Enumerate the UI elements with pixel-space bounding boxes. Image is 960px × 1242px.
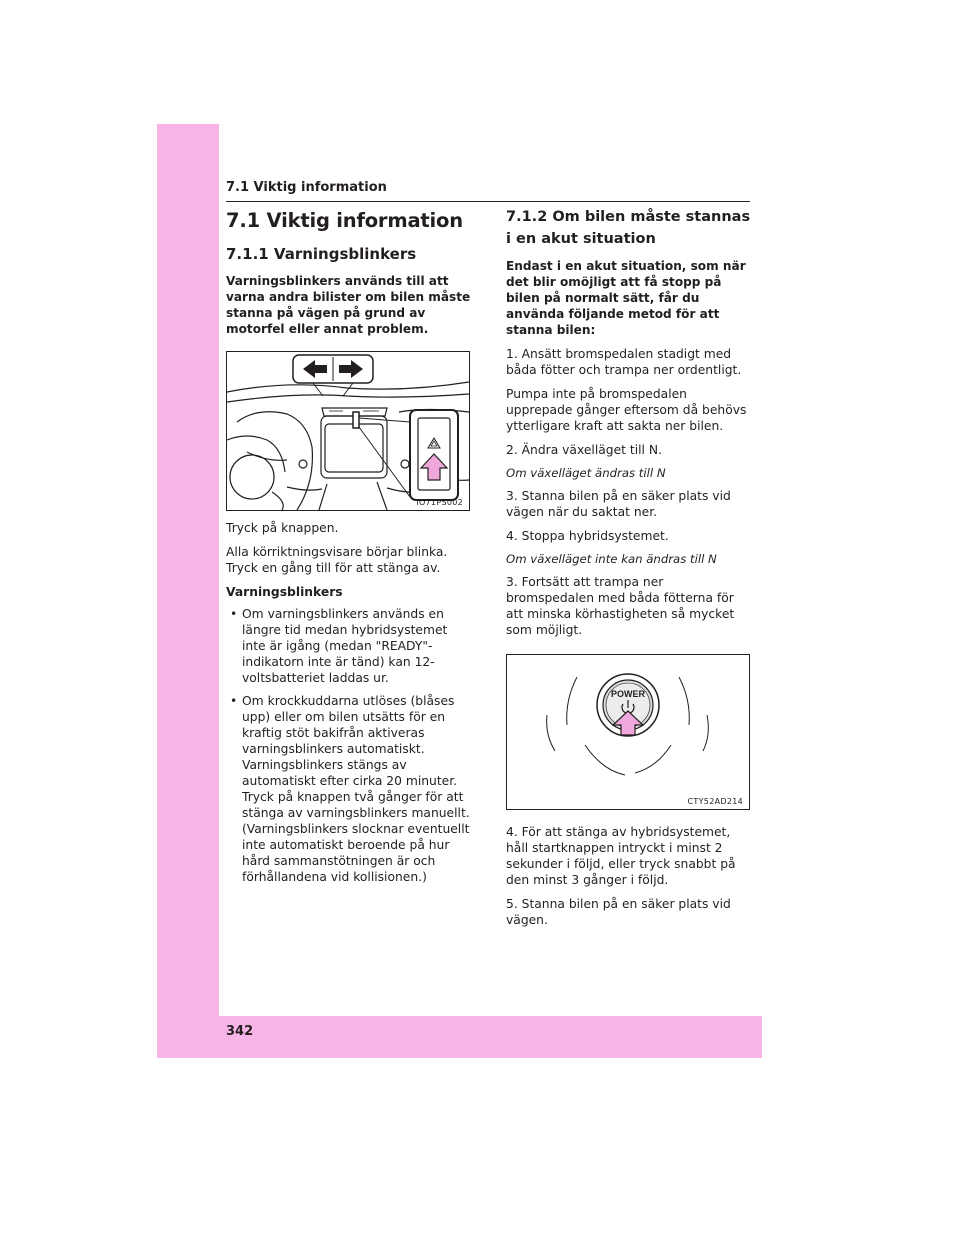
bullet-mark: •	[230, 694, 238, 708]
step-3a: 3. Stanna bilen på en säker plats vid vägen när du saktat ner.	[506, 489, 731, 519]
list-item: • Om krockkuddarna utlöses (blåses upp) eller om bilen utsätts för en kraftig stöt bakifrån aktiveras varningsblinkers automatiskt. Varningsblinkers stängs av automatiskt efter cirka 20 minuter. Tryck på knappen två gånger för att stänga av varningsblinkers manuellt. (Varningsblinkers slocknar eventuellt inte automatiskt beroende på hur hård sammanstötningen är och förhållandena vid kollisionen.)	[230, 694, 470, 884]
list-item: • Om varningsblinkers används en längre tid medan hybridsystemet inte är igång (medan "READY"-indikatorn inte är tänd) kan 12-voltsbatteriet laddas ur.	[230, 607, 448, 685]
dashboard-illustration	[227, 352, 469, 510]
bullet-mark: •	[230, 607, 238, 621]
step-3b: 3. Fortsätt att trampa ner bromspedalen med båda fötterna för att minska körhastigheten så mycket som möjligt.	[506, 575, 735, 637]
right-column	[506, 206, 752, 936]
figure-code: CTY52AD214	[687, 797, 743, 806]
hazard-switch-figure	[226, 351, 470, 511]
lead-paragraph-emergency: Endast i en akut situation, som när det blir omöjligt att få stopp på bilen på normalt sätt, får du använda följande metod för att stanna bilen:	[506, 259, 746, 337]
step-4a: 4. Stoppa hybridsystemet.	[506, 529, 669, 543]
page-number: 342	[226, 1024, 254, 1039]
subsection-title-emergency: 7.1.2 Om bilen måste stannas i en akut situation	[506, 209, 751, 247]
step-2: 2. Ändra växelläget till N.	[506, 443, 662, 457]
step-1-note: Pumpa inte på bromspedalen upprepade gånger eftersom då behövs ytterligare kraft att sakta ner bilen.	[506, 387, 747, 433]
case-heading-not-n: Om växelläget inte kan ändras till N	[506, 552, 717, 566]
step-4b: 4. För att stänga av hybridsystemet, håll startknappen intryckt i minst 2 sekunder i följd, eller tryck snabbt på den minst 3 gånger i följd.	[506, 825, 736, 887]
power-button-figure	[506, 654, 750, 810]
power-button-illustration	[507, 655, 749, 809]
step-5: 5. Stanna bilen på en säker plats vid vägen.	[506, 897, 731, 927]
note-list	[226, 606, 472, 885]
step-1: 1. Ansätt bromspedalen stadigt med båda fötter och trampa ner ordentligt.	[506, 347, 742, 377]
instruction-press-button: Tryck på knappen.	[226, 521, 339, 535]
subsection-title-hazard: 7.1.1 Varningsblinkers	[226, 245, 417, 263]
section-title: 7.1 Viktig information	[226, 209, 463, 232]
running-head: 7.1 Viktig information	[226, 180, 750, 202]
pink-sidebar	[157, 124, 219, 1058]
note-heading: Varningsblinkers	[226, 585, 343, 599]
case-heading-n: Om växelläget ändras till N	[506, 466, 666, 480]
instruction-blink: Alla körriktningsvisare börjar blinka. Tryck en gång till för att stänga av.	[226, 545, 448, 575]
lead-paragraph-hazard: Varningsblinkers används till att varna andra bilister om bilen måste stanna på vägen på grund av motorfel eller annat problem.	[226, 274, 471, 336]
power-label: POWER	[610, 689, 646, 699]
figure-code: IO71PS002	[416, 498, 463, 507]
left-column	[226, 206, 472, 892]
